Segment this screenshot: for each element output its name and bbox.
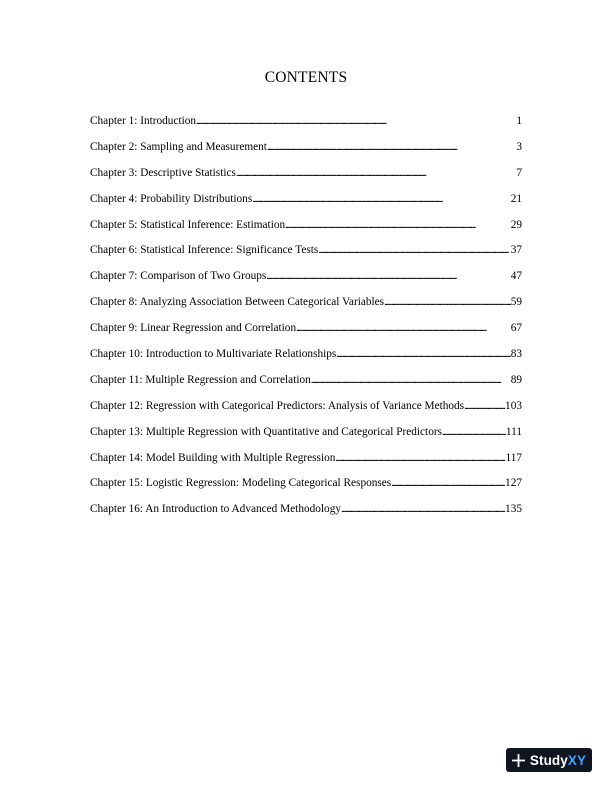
toc-entry-chapter-1[interactable] bbox=[90, 115, 522, 141]
toc-entry-title: Chapter 6: Statistical Inference: Significance Tests bbox=[90, 244, 319, 257]
toc-entry-page: 127 bbox=[505, 477, 522, 490]
toc-dot-leader bbox=[391, 477, 505, 489]
toc-entry-title: Chapter 3: Descriptive Statistics bbox=[90, 166, 236, 179]
toc-entry-chapter-2[interactable] bbox=[90, 141, 522, 167]
toc-dot-leader bbox=[266, 270, 510, 282]
toc-entry-page: 21 bbox=[510, 192, 522, 205]
toc-dot-leader bbox=[196, 115, 516, 127]
toc-entry-page: 1 bbox=[516, 115, 522, 127]
toc-dot-leader bbox=[336, 348, 510, 360]
toc-dot-leader bbox=[384, 296, 511, 308]
toc-entry-page: 67 bbox=[510, 322, 522, 335]
toc-entry-title: Chapter 14: Model Building with Multiple Regression bbox=[90, 451, 336, 464]
toc-entry-page: 29 bbox=[510, 218, 522, 231]
toc-dot-leader bbox=[335, 452, 505, 464]
toc-entry-title: Chapter 8: Analyzing Association Between Categorical Variables bbox=[90, 296, 385, 309]
toc-entry-chapter-16[interactable] bbox=[90, 503, 522, 529]
toc-entry-chapter-10[interactable] bbox=[90, 348, 522, 374]
toc-entry-chapter-7[interactable] bbox=[90, 270, 522, 296]
toc-entry-page: 59 bbox=[510, 296, 522, 309]
toc-entry-chapter-5[interactable] bbox=[90, 219, 522, 245]
toc-dot-leader bbox=[236, 167, 516, 179]
toc-entry-page: 3 bbox=[516, 140, 522, 153]
toc-entry-title: Chapter 11: Multiple Regression and Correlation bbox=[90, 373, 311, 386]
toc-entry-page: 37 bbox=[510, 244, 522, 257]
toc-dot-leader bbox=[296, 322, 511, 334]
toc-dot-leader bbox=[285, 219, 511, 231]
toc-entry-page: 135 bbox=[505, 503, 522, 516]
toc-entry-page: 103 bbox=[505, 399, 522, 412]
toc-entry-page: 111 bbox=[505, 425, 522, 438]
toc-entry-chapter-6[interactable] bbox=[90, 244, 522, 270]
toc-entry-chapter-11[interactable] bbox=[90, 374, 522, 400]
toc-entry-title: Chapter 4: Probability Distributions bbox=[90, 192, 253, 205]
toc-entry-chapter-15[interactable] bbox=[90, 477, 522, 503]
toc-entry-title: Chapter 2: Sampling and Measurement bbox=[90, 140, 267, 153]
toc-entry-title: Chapter 7: Comparison of Two Groups bbox=[90, 270, 267, 283]
toc-entry-chapter-13[interactable] bbox=[90, 426, 522, 452]
toc-entry-title: Chapter 12: Regression with Categorical Predictors: Analysis of Variance Methods bbox=[90, 399, 465, 412]
toc-entry-page: 47 bbox=[510, 270, 522, 283]
toc-entry-chapter-3[interactable] bbox=[90, 167, 522, 193]
toc-entry-title: Chapter 5: Statistical Inference: Estimation bbox=[90, 218, 286, 231]
brand-name bbox=[530, 753, 586, 768]
brand-name-main: Study bbox=[529, 752, 568, 768]
studyxy-logo-badge[interactable] bbox=[506, 748, 592, 772]
toc-entry-title: Chapter 10: Introduction to Multivariate Relationships bbox=[90, 348, 337, 361]
table-of-contents bbox=[90, 115, 522, 529]
toc-dot-leader bbox=[464, 400, 505, 412]
toc-entry-page: 117 bbox=[505, 451, 522, 464]
toc-entry-title: Chapter 9: Linear Regression and Correlation bbox=[90, 322, 297, 335]
toc-entry-title: Chapter 16: An Introduction to Advanced Methodology bbox=[90, 503, 342, 516]
page-title: CONTENTS bbox=[264, 69, 348, 86]
toc-entry-page: 7 bbox=[516, 166, 522, 179]
toc-entry-title: Chapter 15: Logistic Regression: Modeling Categorical Responses bbox=[90, 477, 392, 490]
toc-dot-leader bbox=[267, 141, 516, 153]
toc-entry-title: Chapter 1: Introduction bbox=[90, 115, 197, 127]
toc-entry-chapter-9[interactable] bbox=[90, 322, 522, 348]
toc-entry-chapter-14[interactable] bbox=[90, 452, 522, 478]
toc-dot-leader bbox=[311, 374, 511, 386]
toc-entry-title: Chapter 13: Multiple Regression with Quantitative and Categorical Predictors bbox=[90, 425, 443, 438]
toc-entry-page: 89 bbox=[510, 373, 522, 386]
toc-entry-chapter-12[interactable] bbox=[90, 400, 522, 426]
plus-icon bbox=[512, 754, 525, 767]
toc-dot-leader bbox=[318, 244, 510, 256]
toc-dot-leader bbox=[252, 193, 510, 205]
toc-dot-leader bbox=[341, 503, 505, 515]
toc-dot-leader bbox=[442, 426, 506, 438]
toc-entry-chapter-4[interactable] bbox=[90, 193, 522, 219]
toc-entry-page: 83 bbox=[510, 348, 522, 361]
brand-name-accent: XY bbox=[567, 752, 587, 768]
toc-entry-chapter-8[interactable] bbox=[90, 296, 522, 322]
